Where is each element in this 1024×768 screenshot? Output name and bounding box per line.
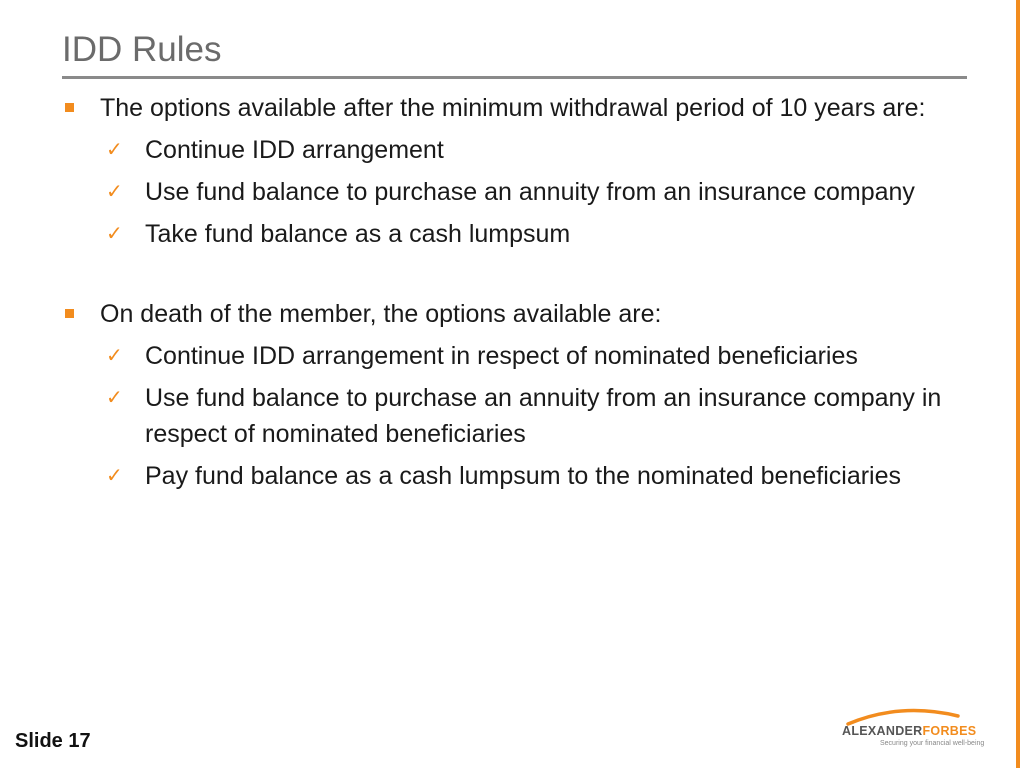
bullet-block-1 bbox=[62, 90, 952, 252]
slide-body bbox=[62, 90, 952, 494]
checkmark-icon: ✓ bbox=[106, 221, 123, 245]
bullet-text: On death of the member, the options available are: bbox=[100, 300, 662, 328]
checkmark-icon: ✓ bbox=[106, 137, 123, 161]
logo-tagline: Securing your financial well-being bbox=[880, 740, 985, 747]
company-logo bbox=[840, 706, 1000, 752]
sub-item bbox=[62, 458, 952, 494]
checkmark-icon: ✓ bbox=[106, 463, 123, 487]
square-bullet-icon bbox=[65, 309, 74, 318]
sub-item-text: Use fund balance to purchase an annuity from an insurance company in respect of nominated beneficiaries bbox=[145, 384, 942, 448]
swoosh-arc-icon bbox=[840, 706, 1000, 726]
bullet-spacer bbox=[62, 252, 952, 296]
bullet-item bbox=[62, 296, 952, 332]
sub-item-text: Take fund balance as a cash lumpsum bbox=[145, 220, 571, 248]
bullet-block-2 bbox=[62, 296, 952, 494]
checkmark-icon: ✓ bbox=[106, 179, 123, 203]
sub-item-text: Continue IDD arrangement bbox=[145, 136, 444, 164]
sub-item-text: Pay fund balance as a cash lumpsum to the nominated beneficiaries bbox=[145, 462, 902, 490]
slide-number: Slide 17 bbox=[15, 730, 91, 752]
bullet-item bbox=[62, 90, 952, 126]
logo-word-part1: ALEXANDER bbox=[842, 724, 923, 738]
square-bullet-icon bbox=[65, 103, 74, 112]
right-accent-bar bbox=[1016, 0, 1020, 768]
sub-item bbox=[62, 216, 952, 252]
logo-word-part2: FORBES bbox=[922, 724, 977, 738]
sub-item-text: Continue IDD arrangement in respect of nominated beneficiaries bbox=[145, 342, 858, 370]
sub-item bbox=[62, 132, 952, 168]
sub-item bbox=[62, 174, 952, 210]
sub-item bbox=[62, 338, 952, 374]
checkmark-icon: ✓ bbox=[106, 343, 123, 367]
slide-title: IDD Rules bbox=[62, 30, 222, 69]
logo-wordmark bbox=[842, 724, 976, 738]
sub-item-text: Use fund balance to purchase an annuity from an insurance company bbox=[145, 178, 915, 206]
title-divider bbox=[62, 76, 967, 79]
checkmark-icon: ✓ bbox=[106, 385, 123, 409]
sub-item bbox=[62, 380, 952, 452]
bullet-text: The options available after the minimum withdrawal period of 10 years are: bbox=[100, 94, 926, 122]
